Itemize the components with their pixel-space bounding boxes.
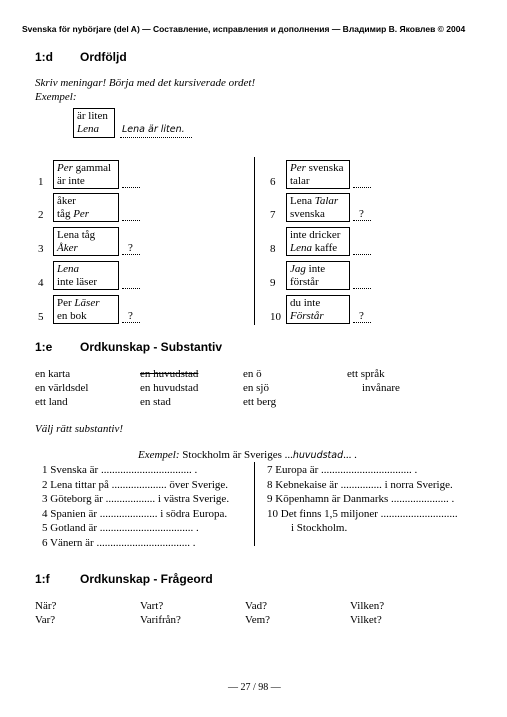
question-word: Vilket? <box>350 614 382 626</box>
word-cell: en huvudstad <box>140 382 199 394</box>
left-box-line1 <box>57 297 115 310</box>
question-word: Vem? <box>245 614 271 626</box>
fill-sentence: 7 Europa är ................................. . <box>267 464 418 476</box>
left-question-mark: ? <box>128 310 133 322</box>
example-sentence <box>138 449 357 461</box>
right-answer-line <box>353 254 371 255</box>
example2-answer: huvudstad <box>292 450 344 461</box>
question-word: Vad? <box>245 600 267 612</box>
left-answer-line <box>122 322 140 323</box>
right-box <box>286 261 350 290</box>
left-number: 1 <box>38 176 44 188</box>
fill-sentence: 3 Göteborg är .................. i västra Sverige. <box>42 493 230 506</box>
right-number: 7 <box>270 209 276 221</box>
example-answer-line <box>120 137 192 138</box>
right-box-line1 <box>290 229 346 242</box>
fill-sentence: i Stockholm. <box>291 522 348 535</box>
right-number: 9 <box>270 277 276 289</box>
left-box-line1 <box>57 162 115 175</box>
left-box-line2-part: Åker <box>57 242 78 254</box>
left-box-line2 <box>57 175 115 188</box>
section-title-f: Ordkunskap - Frågeord <box>80 572 213 586</box>
right-answer-line <box>353 220 371 221</box>
right-box <box>286 227 350 256</box>
example-label: Exempel: <box>35 91 77 103</box>
section-title-e: Ordkunskap - Substantiv <box>80 340 223 354</box>
left-box-line1 <box>57 229 115 242</box>
example2-tail: ... . <box>343 449 357 461</box>
right-question-mark: ? <box>359 310 364 322</box>
right-box-line2-part: Lena <box>290 242 312 254</box>
word-cell: en stad <box>140 396 171 408</box>
left-answer-line <box>122 288 140 289</box>
left-box-line2 <box>57 276 115 289</box>
left-question-mark: ? <box>128 242 133 254</box>
fill-sentence: 1 Svenska är ................................. . <box>42 464 198 476</box>
left-box-line2 <box>57 208 115 221</box>
section-title-d: Ordföljd <box>80 50 127 64</box>
right-box <box>286 160 350 189</box>
right-box-line1-part: svenska <box>305 162 344 174</box>
left-box-line2 <box>57 310 115 323</box>
left-number: 4 <box>38 277 44 289</box>
left-box-line2-part: Per <box>70 208 90 220</box>
fill-sentence: 9 Köpenhamn är Danmarks ..................... . <box>267 493 455 506</box>
left-box-line2 <box>57 242 115 255</box>
right-box-line1 <box>290 162 346 175</box>
fill-sentence: 4 Spanien är ..................... i södra Europa. <box>42 507 228 520</box>
left-box-line1-part: åker <box>57 195 76 207</box>
right-answer-line <box>353 288 371 289</box>
page-footer: — 27 / 98 — <box>228 682 281 693</box>
right-box-line2-part: Förstår <box>290 310 324 322</box>
right-box-line2-part: svenska <box>290 208 325 220</box>
word-cell: en huvudstad <box>140 368 199 380</box>
right-box-line2-part: kaffe <box>312 242 338 254</box>
left-answer-line <box>122 254 140 255</box>
right-question-mark: ? <box>359 208 364 220</box>
right-box-line1 <box>290 263 346 276</box>
left-box-line1 <box>57 195 115 208</box>
word-cell: en karta <box>35 368 71 380</box>
example2-label: Exempel: <box>138 449 180 461</box>
section-number-d: 1:d <box>35 50 53 64</box>
example-box-line1: är liten <box>77 110 108 122</box>
question-word: Vart? <box>140 600 164 612</box>
fill-sentence: 8 Kebnekaise är ............... i norra Sverige. <box>267 478 453 491</box>
right-answer-line <box>353 187 371 188</box>
right-number: 6 <box>270 176 276 188</box>
word-cell: ett land <box>35 396 68 408</box>
left-number: 5 <box>38 311 44 323</box>
fill-sentence: 2 Lena tittar på .................... över Sverige. <box>42 478 229 491</box>
instruction-d: Skriv meningar! Börja med det kursiverade ordet! <box>35 77 256 89</box>
left-number: 2 <box>38 209 44 221</box>
word-cell: en världsdel <box>35 382 89 394</box>
example2-text: Stockholm är Sveriges ... <box>182 449 293 461</box>
question-word: Varifrån? <box>140 614 181 626</box>
instruction-e: Välj rätt substantiv! <box>35 423 123 435</box>
right-number: 8 <box>270 243 276 255</box>
right-box-line1-part: du inte <box>290 297 321 309</box>
column-divider-d <box>254 157 255 325</box>
right-box-line2 <box>290 208 346 221</box>
right-box-line2 <box>290 310 346 323</box>
left-number: 3 <box>38 243 44 255</box>
right-box <box>286 193 350 222</box>
right-box-line1-part: inte <box>305 263 326 275</box>
left-box <box>53 261 119 290</box>
left-answer-line <box>122 187 140 188</box>
left-box-line1-part: Läser <box>71 297 100 309</box>
right-box-line1-part: inte dricker <box>290 229 341 241</box>
question-word: Var? <box>35 614 56 626</box>
right-box-line1-part: Lena <box>290 195 312 207</box>
left-box-line2-part: tåg <box>57 208 71 220</box>
example-answer: Lena är liten. <box>122 124 185 135</box>
right-box-line2 <box>290 175 346 188</box>
left-box-line1-part: Per <box>57 162 73 174</box>
section-number-e: 1:e <box>35 340 53 354</box>
right-number: 10 <box>270 311 281 323</box>
page-header: Svenska för nybörjare (del A) — Составление, исправления и дополнения — Владимир В. Яковлев © 2004 <box>22 24 466 34</box>
left-answer-line <box>122 220 140 221</box>
fill-sentence: 5 Gotland är .................................. . <box>42 522 199 535</box>
right-box-line1-part: Per <box>290 162 306 174</box>
right-box-line1-part: Talar <box>311 195 339 207</box>
left-box <box>53 295 119 324</box>
right-box-line2-part: förstår <box>290 276 319 288</box>
fill-sentence: 6 Vänern är .................................. . <box>42 537 196 549</box>
word-cell: ett språk <box>347 368 385 380</box>
right-box-line2-part: talar <box>290 175 310 187</box>
column-divider-e <box>254 462 255 546</box>
left-box-line1-part: Lena <box>57 263 79 275</box>
word-cell: en ö <box>243 368 262 380</box>
right-box-line1 <box>290 195 346 208</box>
section-number-f: 1:f <box>35 572 50 586</box>
right-answer-line <box>353 322 371 323</box>
left-box <box>53 227 119 256</box>
left-box-line2-part: är inte <box>57 175 85 187</box>
fill-sentence: 10 Det finns 1,5 miljoner ............................ <box>267 507 458 520</box>
question-word: När? <box>35 600 57 612</box>
word-cell: invånare <box>362 382 400 394</box>
right-box-line1 <box>290 297 346 310</box>
right-box-line2 <box>290 242 346 255</box>
left-box-line2-part: inte läser <box>57 276 98 288</box>
left-box-line2-part: en bok <box>57 310 87 322</box>
example-box <box>73 108 115 138</box>
word-cell: ett berg <box>243 396 277 408</box>
left-box-line1 <box>57 263 115 276</box>
left-box-line1-part: Per <box>57 297 72 309</box>
right-box-line1-part: Jag <box>290 263 306 275</box>
example-box-line2: Lena <box>77 123 99 135</box>
word-cell: en sjö <box>243 382 269 394</box>
left-box <box>53 160 119 189</box>
right-box <box>286 295 350 324</box>
left-box <box>53 193 119 222</box>
left-box-line1-part: Lena tåg <box>57 229 96 241</box>
right-box-line2 <box>290 276 346 289</box>
question-word: Vilken? <box>350 600 385 612</box>
left-box-line1-part: gammal <box>72 162 112 174</box>
